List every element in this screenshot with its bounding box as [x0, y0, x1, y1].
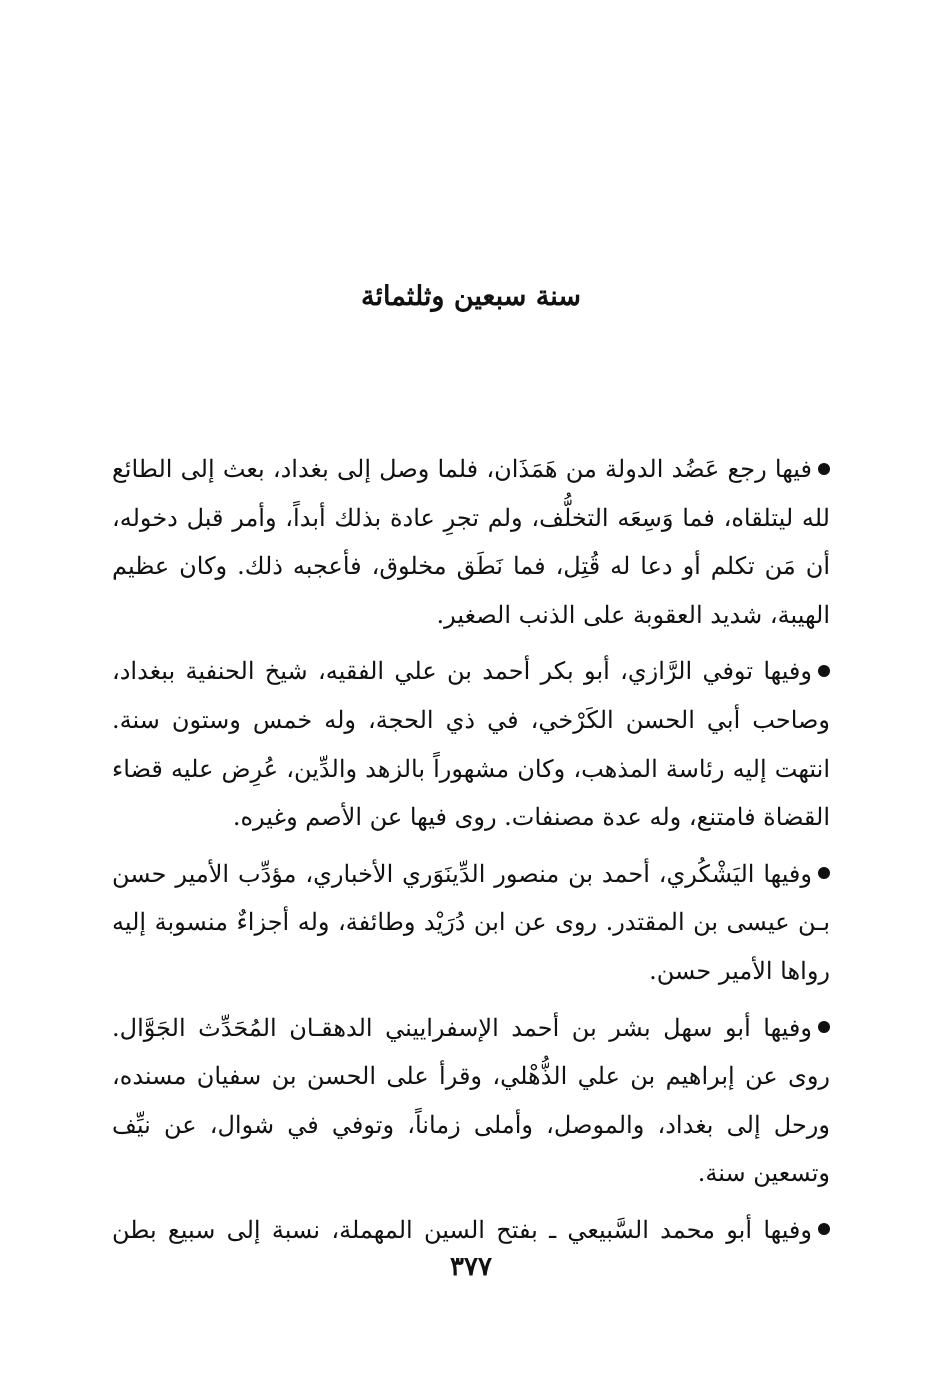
bullet-icon [818, 867, 830, 879]
entry-text: وفيها توفي الرَّازي، أبو بكر أحمد بن علي الفقيه، شيخ الحنفية ببغداد، وصاحب أبي الحسن الكَرْخي، في ذي الحجة، وله خمس وستون سنة. انتهت إليه رئاسة المذهب، وكان مشهوراً بالزهد والدِّين، عُرِض عليه قضاء القضاة فامتنع، وله عدة مصنفات. روى فيها عن الأصم وغيره. [112, 657, 830, 832]
entry-text: وفيها أبو سهل بشر بن أحمد الإسفراييني الدهقـان المُحَدِّث الجَوَّال. روى عن إبراهيم بن علي الذُّهْلي، وقرأ على الحسن بن سفيان مسنده، ورحل إلى بغداد، والموصل، وأملى زماناً، وتوفي في شوال، عن نيِّف وتسعين سنة. [112, 1013, 830, 1188]
page-number: ٣٧٧ [450, 1252, 492, 1282]
entry-text: فيها رجع عَضُد الدولة من هَمَذَان، فلما وصل إلى بغداد، بعث إلى الطائع لله ليتلقاه، فما وَسِعَه التخلُّف، ولم تجرِ عادة بذلك أبداً، وأمر قبل دخوله، أن مَن تكلم أو دعا له قُتِل، فما نَطَق مخلوق، فأعجبه ذلك. وكان عظيم الهيبة، شديد العقوبة على الذنب الصغير. [112, 455, 830, 629]
page-body [112, 445, 830, 1263]
entry-paragraph [112, 1004, 830, 1198]
entry-text: وفيها أبو محمد السَّبيعي ـ بفتح السين المهملة، نسبة إلى سبيع بطن [112, 1215, 812, 1244]
entry-paragraph [112, 647, 830, 841]
entry-paragraph [112, 850, 830, 996]
entry-text: وفيها اليَشْكُري، أحمد بن منصور الدِّينَوَري الأخباري، مؤدِّب الأمير حسن بـن عيسى بن المقتدر. روى عن ابن دُرَيْد وطائفة، وله أجزاءٌ منسوبة إليه رواها الأمير حسن. [112, 859, 830, 985]
bullet-icon [818, 1223, 830, 1235]
bullet-icon [818, 463, 830, 475]
entry-paragraph [112, 445, 830, 639]
bullet-icon [818, 1021, 830, 1033]
bullet-icon [818, 665, 830, 677]
chapter-title: سنة سبعين وثلثمائة [360, 281, 581, 312]
